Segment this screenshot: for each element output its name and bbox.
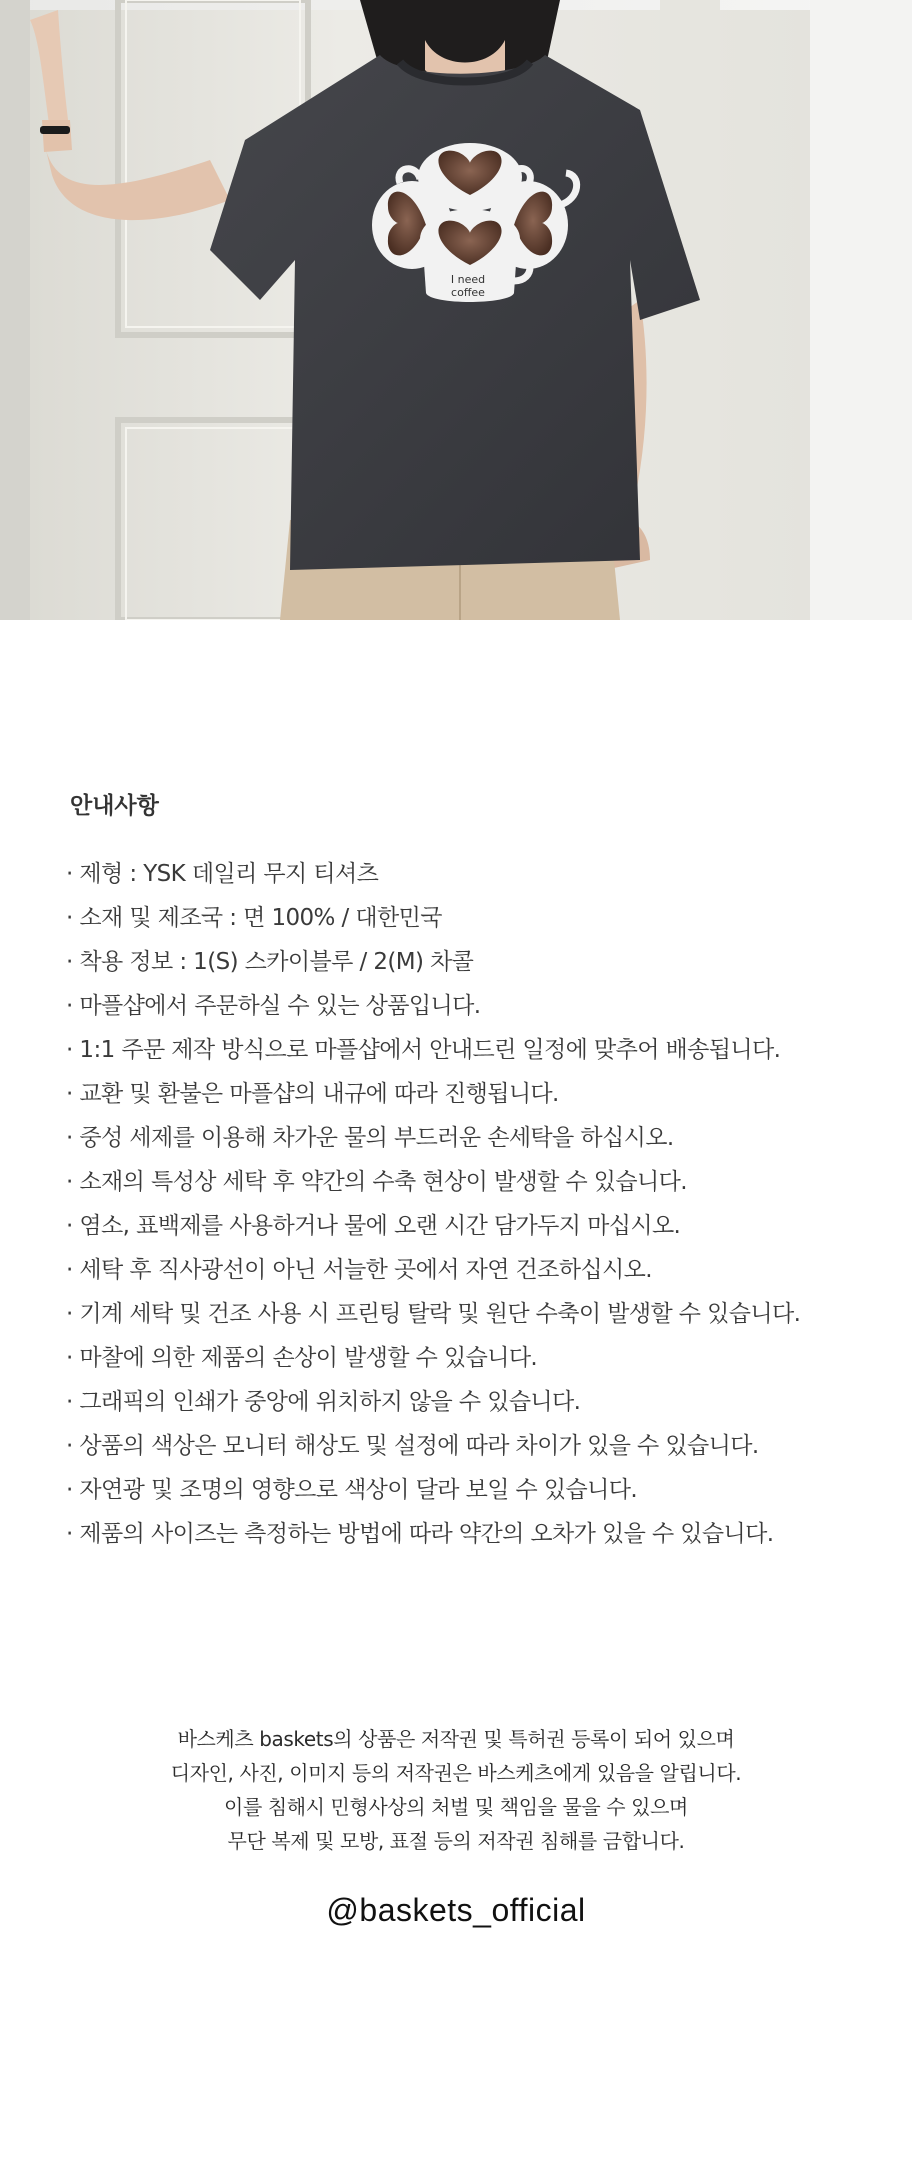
notice-item: · 마찰에 의한 제품의 손상이 발생할 수 있습니다.: [66, 1345, 538, 1371]
print-text-line2: coffee: [451, 286, 485, 299]
notice-item: · 1:1 주문 제작 방식으로 마플샵에서 안내드린 일정에 맞추어 배송됩니다.: [66, 1037, 781, 1063]
instagram-handle: @baskets_official: [326, 1892, 586, 1928]
copyright-line: 바스케츠 baskets의 상품은 저작권 및 특허권 등록이 되어 있으며: [177, 1727, 735, 1751]
notice-item: · 중성 세제를 이용해 차가운 물의 부드러운 손세탁을 하십시오.: [66, 1125, 674, 1151]
notice-item: · 착용 정보 : 1(S) 스카이블루 / 2(M) 차콜: [66, 949, 474, 975]
notice-item: · 교환 및 환불은 마플샵의 내규에 따라 진행됩니다.: [66, 1081, 559, 1107]
product-photo-illustration: [0, 0, 912, 620]
notice-item: · 자연광 및 조명의 영향으로 색상이 달라 보일 수 있습니다.: [66, 1477, 638, 1503]
notice-title: 안내사항: [70, 793, 159, 819]
product-photo: [0, 0, 912, 620]
print-text-line1: I need: [450, 273, 486, 286]
notice-item: · 제형 : YSK 데일리 무지 티셔츠: [66, 861, 379, 887]
copyright-footer: [0, 1722, 912, 1929]
notice-item: · 소재 및 제조국 : 면 100% / 대한민국: [66, 905, 442, 931]
notice-item: · 소재의 특성상 세탁 후 약간의 수축 현상이 발생할 수 있습니다.: [66, 1169, 687, 1195]
copyright-notice: [0, 1722, 912, 1858]
copyright-line: 이를 침해시 민형사상의 처벌 및 책임을 물을 수 있으며: [224, 1795, 688, 1819]
notice-item: · 마플샵에서 주문하실 수 있는 상품입니다.: [66, 993, 481, 1019]
notice-item: · 그래픽의 인쇄가 중앙에 위치하지 않을 수 있습니다.: [66, 1389, 581, 1415]
notice-item: · 상품의 색상은 모니터 해상도 및 설정에 따라 차이가 있을 수 있습니다.: [66, 1433, 759, 1459]
copyright-line: 디자인, 사진, 이미지 등의 저작권은 바스케츠에게 있음을 알립니다.: [170, 1761, 742, 1785]
notice-item: · 기계 세탁 및 건조 사용 시 프린팅 탈락 및 원단 수축이 발생할 수 있습니다.: [66, 1301, 801, 1327]
notice-item: · 세탁 후 직사광선이 아닌 서늘한 곳에서 자연 건조하십시오.: [66, 1257, 652, 1283]
notice-item: · 염소, 표백제를 사용하거나 물에 오랜 시간 담가두지 마십시오.: [66, 1213, 681, 1239]
copyright-line: 무단 복제 및 모방, 표절 등의 저작권 침해를 금합니다.: [227, 1829, 685, 1853]
notice-list: [0, 852, 912, 1556]
notice-section: [0, 790, 912, 1556]
notice-item: · 제품의 사이즈는 측정하는 방법에 따라 약간의 오차가 있을 수 있습니다.: [66, 1521, 774, 1547]
